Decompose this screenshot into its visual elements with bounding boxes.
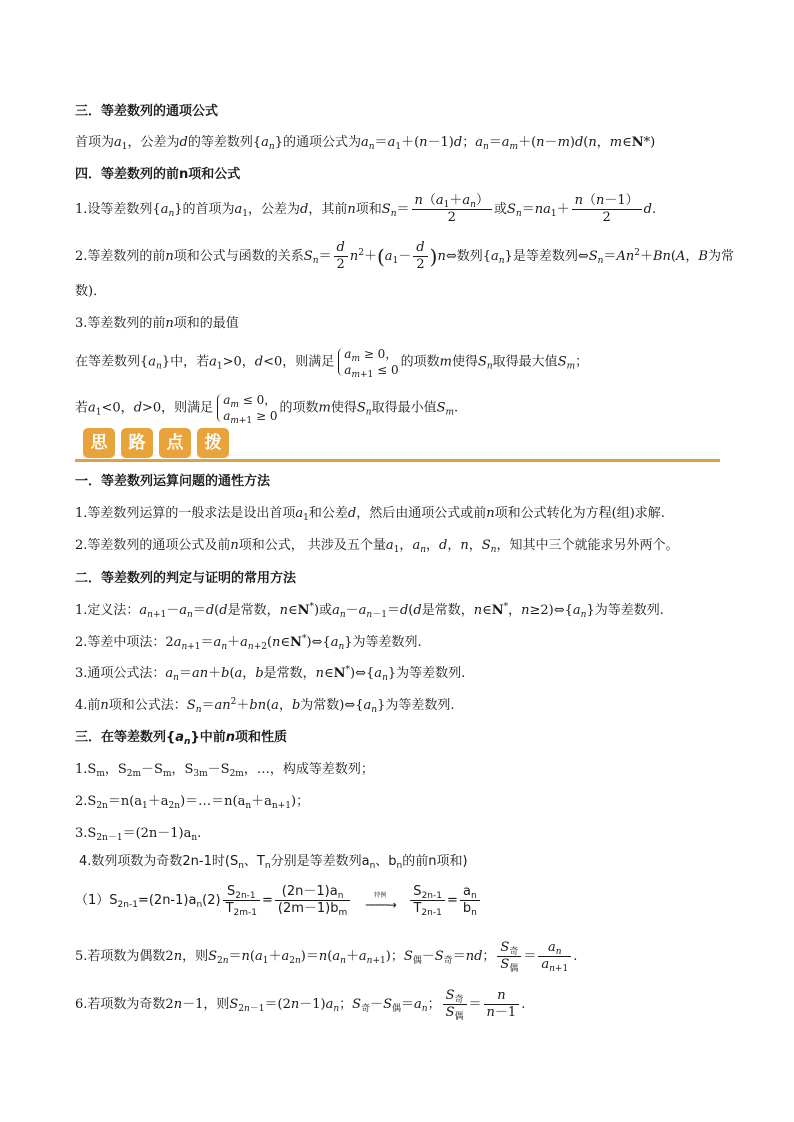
sum-formula-fraction: $\frac{n(a_1+a_n)}{2}$ <box>412 193 492 226</box>
s4-item3-title: 3.等差数列的前n项和的最值 <box>75 316 239 331</box>
banner-underline <box>75 459 720 462</box>
section4-title: 四．等差数列的前n项和公式 <box>75 167 241 182</box>
banner-char-4: 拨 <box>197 428 229 458</box>
tip1-item2: 2.等差数列的通项公式及前n项和公式， 共涉及五个量$a_1$，$a_n$，d，n，$S_n$，知其中三个就能求另外两个。 <box>75 538 679 555</box>
s4-item2-cont: 数)． <box>75 284 107 299</box>
tips-banner <box>75 428 720 464</box>
tip2-item3: 3.通项公式法：$a_n=an+b(a$，b是常数，$n\in N^*)\Leftrightarrow\{a_n\}$为等差数列. <box>75 665 466 683</box>
tip2-item1: 1.定义法：$a_{n+1}-a_n=d(d$是常数，n∈N*)或$a_n-a_{n-1}=d(d$是常数，n∈N*，$n\ge 2)\Leftrightarrow\{a_n\}$为等差数列. <box>75 602 664 620</box>
tip2-title: 二．等差数列的判定与证明的常用方法 <box>75 571 297 586</box>
tip3-item4-formula: $(1)S_{2n-1}=(2n-1)a_n(2)$ $\frac{S_{2n-1}}{T_{2m-1}}$ = $\frac{(2n-1)a_n}{(2m-1)b_m}$ 特例 ────→ $\frac{S_{2n-1}}{T_{2n-1}}$ = $\frac{a_n}{b_n}$ <box>75 884 734 917</box>
tip1-title: 一．等差数列运算问题的通性方法 <box>75 474 271 489</box>
tip3-item3: $3.S_{2n-1}=(2n-1)a_n$. <box>75 826 202 843</box>
sum-formula-fraction-2: $\frac{n(n-1)}{2}$ <box>572 193 642 226</box>
tip3-item2: $2.S_{2n}=n(a_1+a_{2n})=\dots=n(a_n+a_{n+1})$； <box>75 794 310 811</box>
formula-label: （1） <box>75 893 110 908</box>
tip3-item5: 5.若项数为偶数2n，则$S_{2n}=n(a_1+a_{2n})=n(a_n+a_{n+1})$；$S_偶-S_奇=nd$； $\frac{S_奇}{S_偶}$ ＝ $\frac{a_n}{a_{n+1}}$ . <box>75 940 578 974</box>
tip2-item2: 2.等差中项法：$2a_{n+1}=a_n+a_{n+2}(n\in N^*)\Leftrightarrow\{a_n\}$为等差数列. <box>75 634 422 652</box>
tip3-title: 三．在等差数列$\{a_n\}$中前n项和性质 <box>75 730 288 747</box>
tip3-item1: $1.S_m$，$S_{2m}-S_m$，$S_{3m}-S_{2m}$，…，构成等差数列； <box>75 762 374 779</box>
banner-char-2: 路 <box>121 428 153 458</box>
tip3-item4: 4.数列项数为奇数2n-1时($S_n$、$T_n$分别是等差数列$a_n$、$b_n$的前n项和) <box>79 854 468 871</box>
special-case-arrow: 特例 ────→ <box>365 891 395 912</box>
s4-item1: 1.设等差数列$\{a_n\}$的首项为$a_1$，公差为d，其前n项和$S_n=$ $\frac{n(a_1+a_n)}{2}$ 或$S_n=na_1+$ $\frac{n(n-1)}{2}$ d. <box>75 193 657 225</box>
tip3-item6: 6.若项数为奇数2n－1，则$S_{2n-1}=(2n-1)a_n$；$S_奇-S_偶=a_n$； $\frac{S_奇}{S_偶}$ ＝ $\frac{n}{n-1}$ . <box>75 988 526 1022</box>
banner-char-3: 点 <box>159 428 191 458</box>
section3-body: 首项为$a_1$，公差为d的等差数列$\{a_n\}$的通项公式为$a_n=a_1+(n-1)d$；$a_n=a_m+(n-m)d(n$，m∈N*) <box>75 135 656 152</box>
condition-brace: $a_m \ge 0$， $a_{m+1} \le 0$ <box>336 346 398 378</box>
s4-item3-line1: 在等差数列$\{a_n\}$中，若$a_1>0$，d<0，则满足 $a_m \ge 0$， $a_{m+1} \le 0$ 的项数m使得$S_n$取得最大值$S_m$； <box>75 347 589 380</box>
tip1-item1: 1.等差数列运算的一般求法是设出首项$a_1$和公差d，然后由通项公式或前n项和公式转化为方程(组)求解. <box>75 506 665 523</box>
s4-item3-line2: 若$a_1<0$，d>0，则满足 $a_m \le 0$， $a_{m+1} \ge 0$ 的项数m使得$S_n$取得最小值$S_m$. <box>75 393 459 426</box>
section3-title: 三．等差数列的通项公式 <box>75 104 219 119</box>
tip2-item4: 4.前n项和公式法：$S_n=an^2+bn(a$，b为常数)$\Leftrightarrow\{a_n\}$为等差数列. <box>75 697 455 715</box>
s4-item2: 2.等差数列的前n项和公式与函数的关系$S_n=$ $\frac{d}{2}$ $n^2+(a_1-$ $\frac{d}{2}$ )n⇔数列$\{a_n\}$是等差数列$\Leftrightarrow S_n=An^2+Bn(A$，B为常 <box>75 240 734 272</box>
banner-char-1: 思 <box>83 428 115 458</box>
condition-brace-2: $a_m \le 0$， $a_{m+1} \ge 0$ <box>215 392 277 424</box>
